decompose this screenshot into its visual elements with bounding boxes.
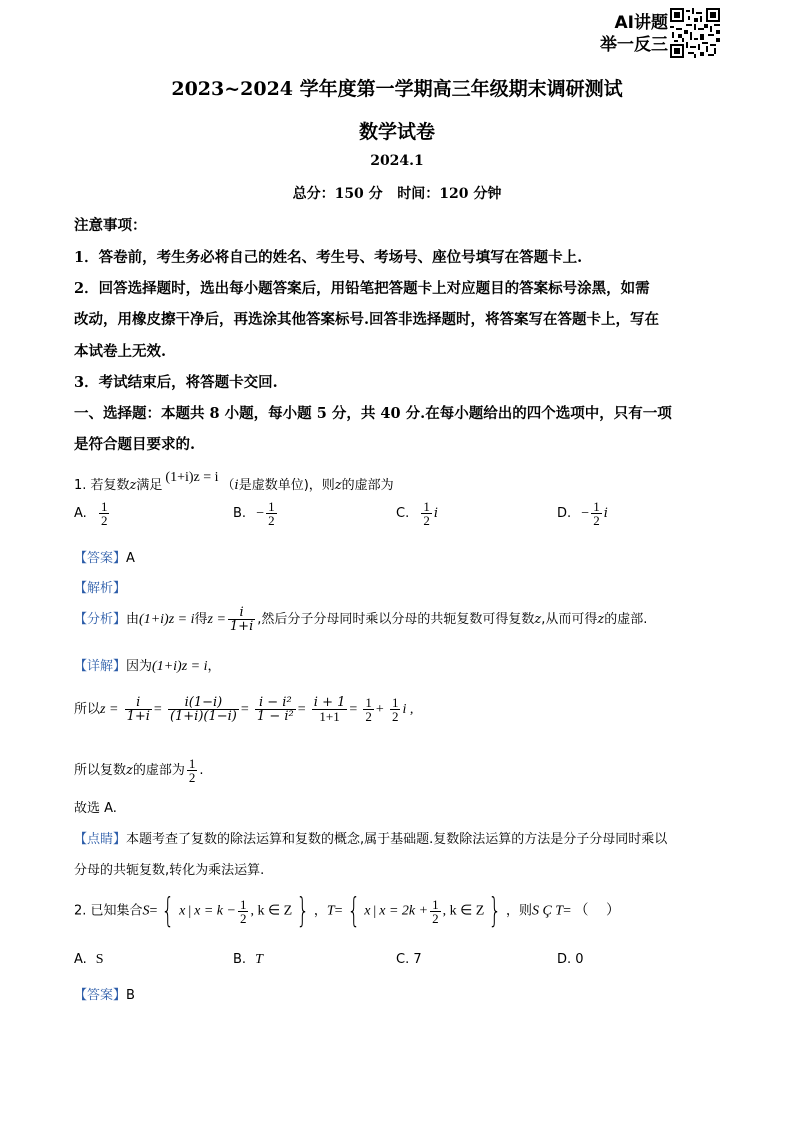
qr-code-icon (670, 8, 720, 58)
notes-heading: 注意事项： (74, 217, 147, 234)
question-2-stem: 2. 已知集合S= { x | x = k − $\frac{1}{2}$ , k ∈ Z } ，T= { x | x = 2k + $\frac{1}{2}$ , k ∈ Z } ，则S Ç T= （ ） (74, 891, 620, 931)
question-2-answer: 【答案】B (74, 988, 135, 1003)
question-1-option-a[interactable]: A. $\frac{1}{2}$ (74, 499, 108, 528)
notes-item-2-line-3: 本试卷上无效. (74, 343, 167, 360)
notes-item-3: 3．考试结束后，将答题卡交回. (74, 374, 278, 391)
question-2-option-d[interactable]: D. 0 (557, 952, 584, 967)
question-1-option-b[interactable]: B. − $\frac{1}{2}$ (233, 499, 275, 528)
answer-tag: 【答案】 (74, 551, 127, 566)
question-1-answer: 【答案】A (74, 551, 135, 566)
section-1-line-2: 是符合题目要求的. (74, 436, 196, 453)
analysis-tag: 【解析】 (74, 581, 127, 596)
question-1-calculation: 所以z = $\frac{i}{1+i}$ = $\frac{i(1-i)}{(1+i)(1-i)}$ = $\frac{\text{i − i²}}{\text{1 − i²}}$ = $\frac{i + 1}{1+1}$ = $\frac{1}{2}$ + $\frac{1}{2}$ i , (74, 695, 414, 724)
question-2-option-b[interactable]: B. T (233, 952, 263, 967)
answer-tag: 【答案】 (74, 988, 127, 1003)
notes-item-2-line-1: 2．回答选择题时，选出每小题答案后，用铅笔把答题卡上对应题目的答案标号涂黑，如需 (74, 280, 650, 297)
notes-item-1: 1．答卷前，考生务必将自己的姓名、考生号、考场号、座位号填写在答题卡上. (74, 249, 583, 266)
brand-badge (592, 12, 668, 56)
question-1-option-d[interactable]: D. − $\frac{1}{2}$ i (557, 499, 608, 528)
question-1-dianjing-line-1: 【点睛】本题考查了复数的除法运算和复数的概念,属于基础题.复数除法运算的方法是分子分母同时乘以 (74, 832, 668, 847)
dianjing-tag: 【点睛】 (74, 832, 127, 847)
brand-line-1: AI讲题 (614, 13, 668, 33)
question-1-dianjing-line-2: 分母的共轭复数,转化为乘法运算. (74, 863, 265, 878)
exam-date: 2024.1 (370, 153, 424, 169)
exam-total-time: 总分：150 分 时间：120 分钟 (292, 186, 502, 202)
question-2-option-a[interactable]: A. S (74, 952, 104, 967)
question-2-option-c[interactable]: C. 7 (396, 952, 422, 967)
exam-subject: 数学试卷 (358, 121, 435, 143)
fenxi-tag: 【分析】 (74, 612, 127, 627)
exam-title: 2023~2024 学年度第一学期高三年级期末调研测试 (171, 78, 623, 100)
section-1-line-1: 一、选择题：本题共 8 小题，每小题 5 分，共 40 分.在每小题给出的四个选项中，只有一项 (74, 405, 672, 422)
question-1-fenxi: 【分析】由(1+i)z = i得z = $\frac{i}{1+i}$ ,然后分子分母同时乘以分母的共轭复数可得复数z,从而可得z的虚部. (74, 605, 648, 634)
question-1-option-c[interactable]: C. $\frac{1}{2}$ i (396, 499, 439, 528)
question-1-conclusion: 所以复数z的虚部为 $\frac{1}{2}$ . (74, 756, 204, 785)
question-1-xiangjie: 【详解】因为(1+i)z = i， (74, 659, 221, 674)
notes-item-2-line-2: 改动，用橡皮擦干净后，再选涂其他答案标号.回答非选择题时，将答案写在答题卡上，写在 (74, 311, 660, 328)
question-1-choose: 故选 A. (74, 801, 117, 816)
xiangjie-tag: 【详解】 (74, 659, 127, 674)
brand-line-2: 举一反三 (600, 35, 668, 55)
question-1-stem: 1. 若复数z满足(1+i)z = i（i是虚数单位)，则z的虚部为 (74, 470, 394, 493)
